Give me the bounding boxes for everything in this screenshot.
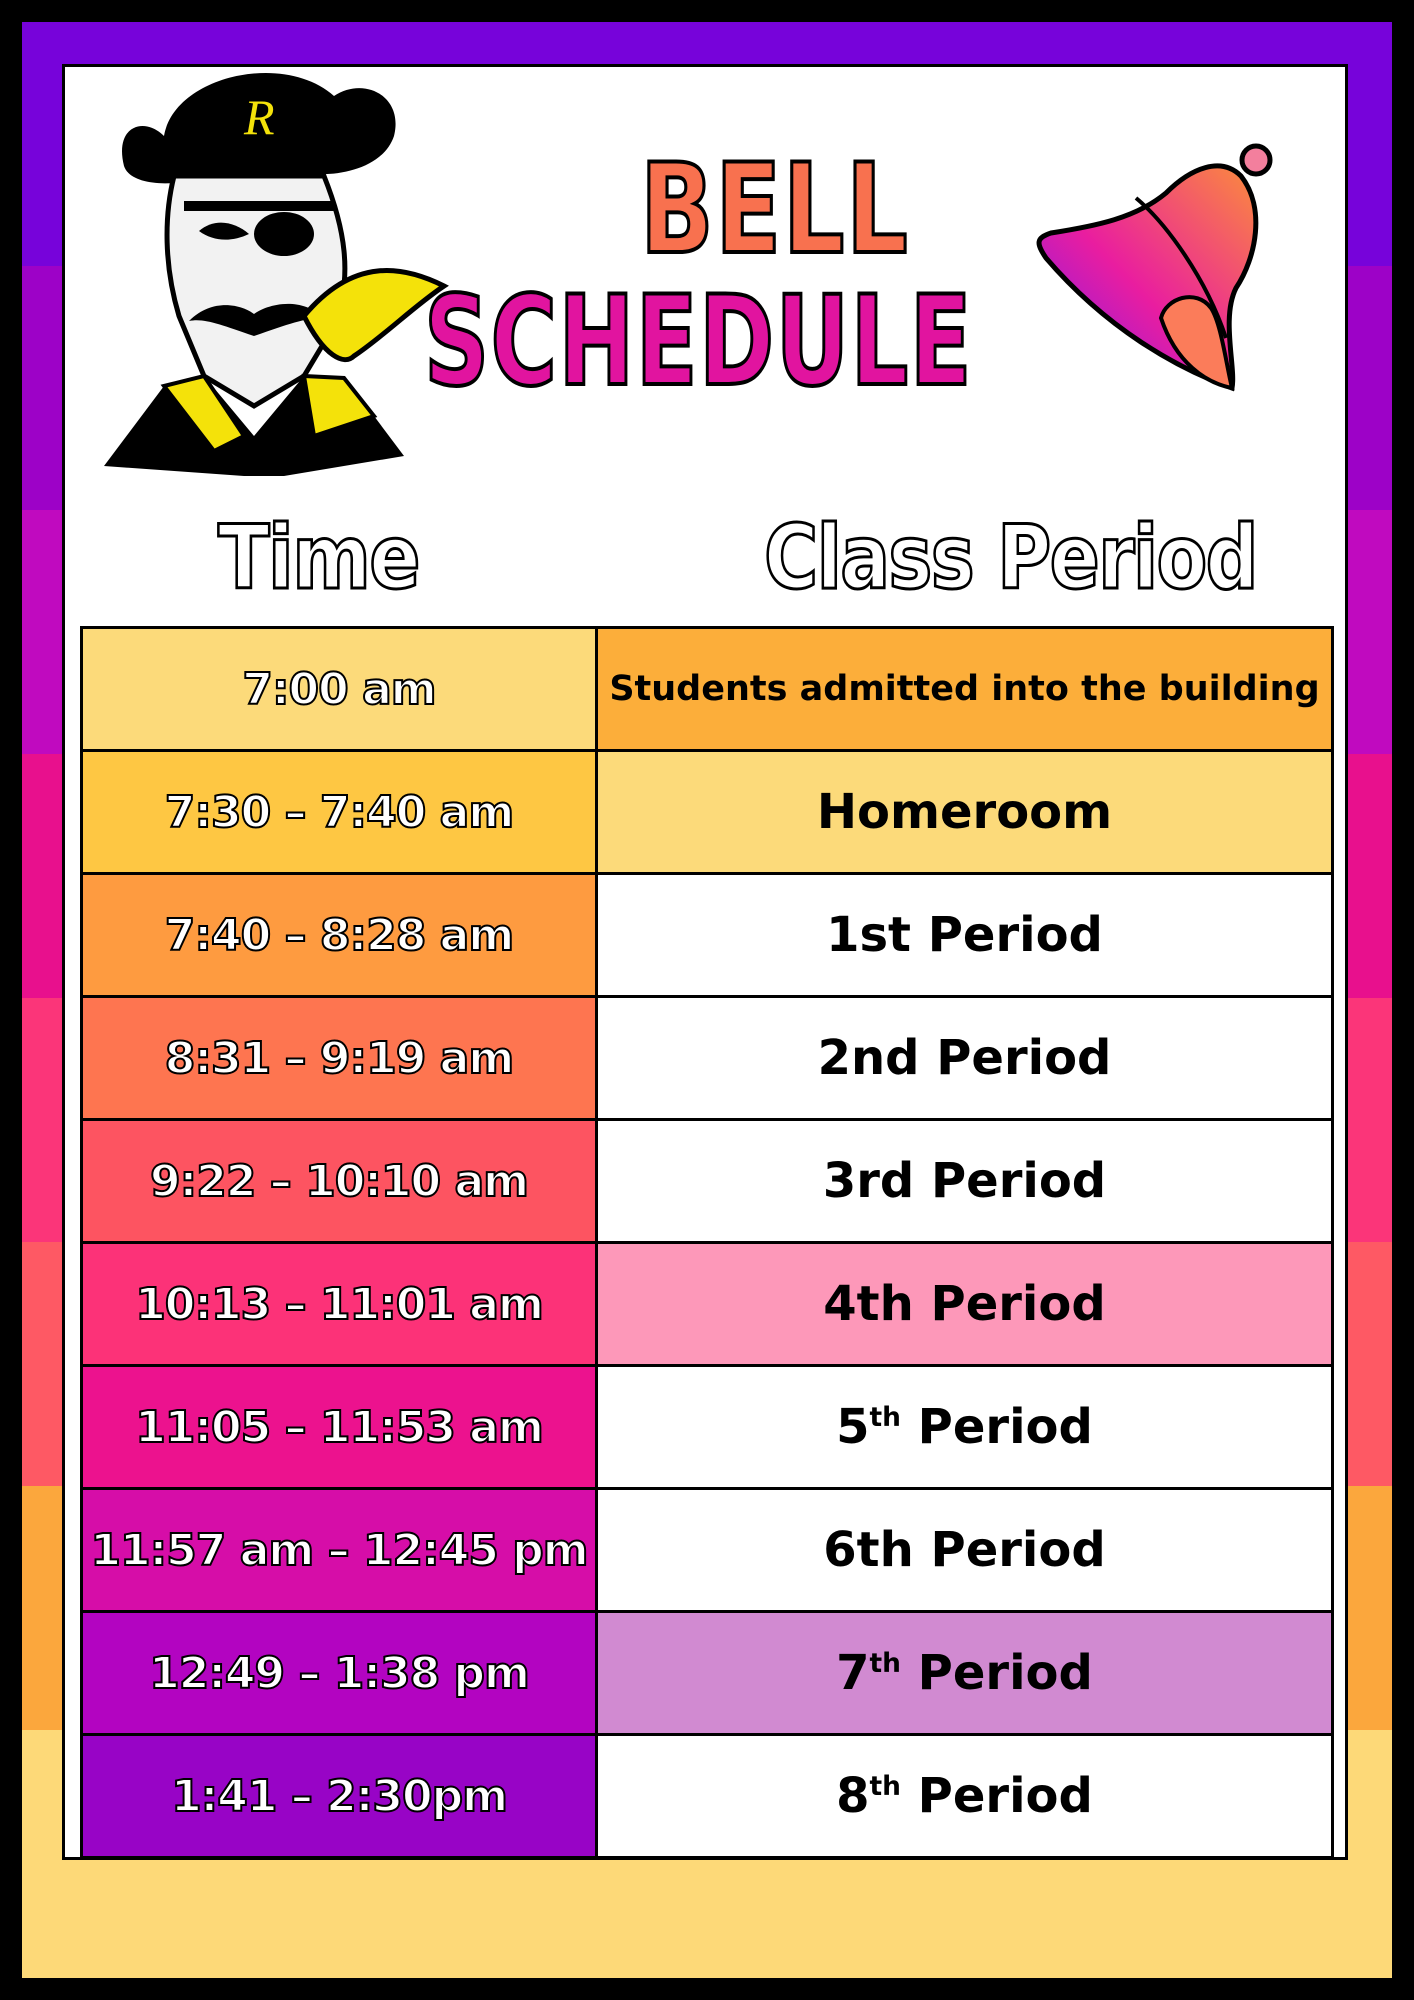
ordinal-suffix: th xyxy=(869,1402,901,1433)
class-period-label: 4th Period xyxy=(823,1276,1106,1332)
time-cell: 7:40 – 8:28 am xyxy=(82,874,597,997)
schedule-row xyxy=(82,1120,1333,1243)
time-cell: 7:30 – 7:40 am xyxy=(82,751,597,874)
time-cell: 10:13 – 11:01 am xyxy=(82,1243,597,1366)
class-period-label-rest: Period xyxy=(900,1645,1093,1701)
schedule-row xyxy=(82,1243,1333,1366)
class-period-cell xyxy=(597,1612,1333,1735)
schedule-row xyxy=(82,628,1333,751)
class-period-label: 2nd Period xyxy=(817,1030,1112,1086)
schedule-row xyxy=(82,997,1333,1120)
class-period-cell xyxy=(597,1489,1333,1612)
class-period-cell xyxy=(597,628,1333,751)
class-period-cell xyxy=(597,751,1333,874)
class-period-label: 1st Period xyxy=(826,907,1103,963)
class-period-cell xyxy=(597,997,1333,1120)
class-period-label: Students admitted into the building xyxy=(609,669,1320,709)
title-schedule: SCHEDULE xyxy=(424,270,974,414)
schedule-row xyxy=(82,1735,1333,1858)
schedule-row xyxy=(82,1612,1333,1735)
class-period-label: 7 xyxy=(836,1645,870,1701)
class-period-cell xyxy=(597,1735,1333,1858)
time-cell: 11:05 – 11:53 am xyxy=(82,1366,597,1489)
schedule-row xyxy=(82,874,1333,997)
class-period-label: 3rd Period xyxy=(822,1153,1107,1209)
ordinal-suffix: th xyxy=(869,1771,901,1802)
schedule-row xyxy=(82,1489,1333,1612)
class-period-label-rest: Period xyxy=(900,1768,1093,1824)
class-period-cell xyxy=(597,874,1333,997)
column-header-class-period: Class Period xyxy=(764,506,1257,609)
class-period-label: 8 xyxy=(836,1768,870,1824)
class-period-label: Homeroom xyxy=(816,784,1113,840)
title-bell: BELL xyxy=(640,138,910,282)
time-cell: 9:22 – 10:10 am xyxy=(82,1120,597,1243)
schedule-row xyxy=(82,751,1333,874)
schedule-row xyxy=(82,1366,1333,1489)
class-period-cell xyxy=(597,1243,1333,1366)
class-period-label: 5 xyxy=(836,1399,870,1455)
schedule-table xyxy=(80,626,1334,1859)
time-cell: 8:31 – 9:19 am xyxy=(82,997,597,1120)
time-cell: 1:41 – 2:30pm xyxy=(82,1735,597,1858)
mascot-hat-letter: R xyxy=(244,89,275,145)
time-cell: 7:00 am xyxy=(82,628,597,751)
bell-icon xyxy=(1026,138,1286,398)
ordinal-suffix: th xyxy=(869,1648,901,1679)
time-cell: 12:49 – 1:38 pm xyxy=(82,1612,597,1735)
column-header-time: Time xyxy=(218,506,419,609)
time-cell: 11:57 am – 12:45 pm xyxy=(82,1489,597,1612)
class-period-label-rest: Period xyxy=(900,1399,1093,1455)
pirate-mascot-logo xyxy=(104,56,464,476)
class-period-label: 6th Period xyxy=(823,1522,1106,1578)
class-period-cell xyxy=(597,1120,1333,1243)
class-period-cell xyxy=(597,1366,1333,1489)
